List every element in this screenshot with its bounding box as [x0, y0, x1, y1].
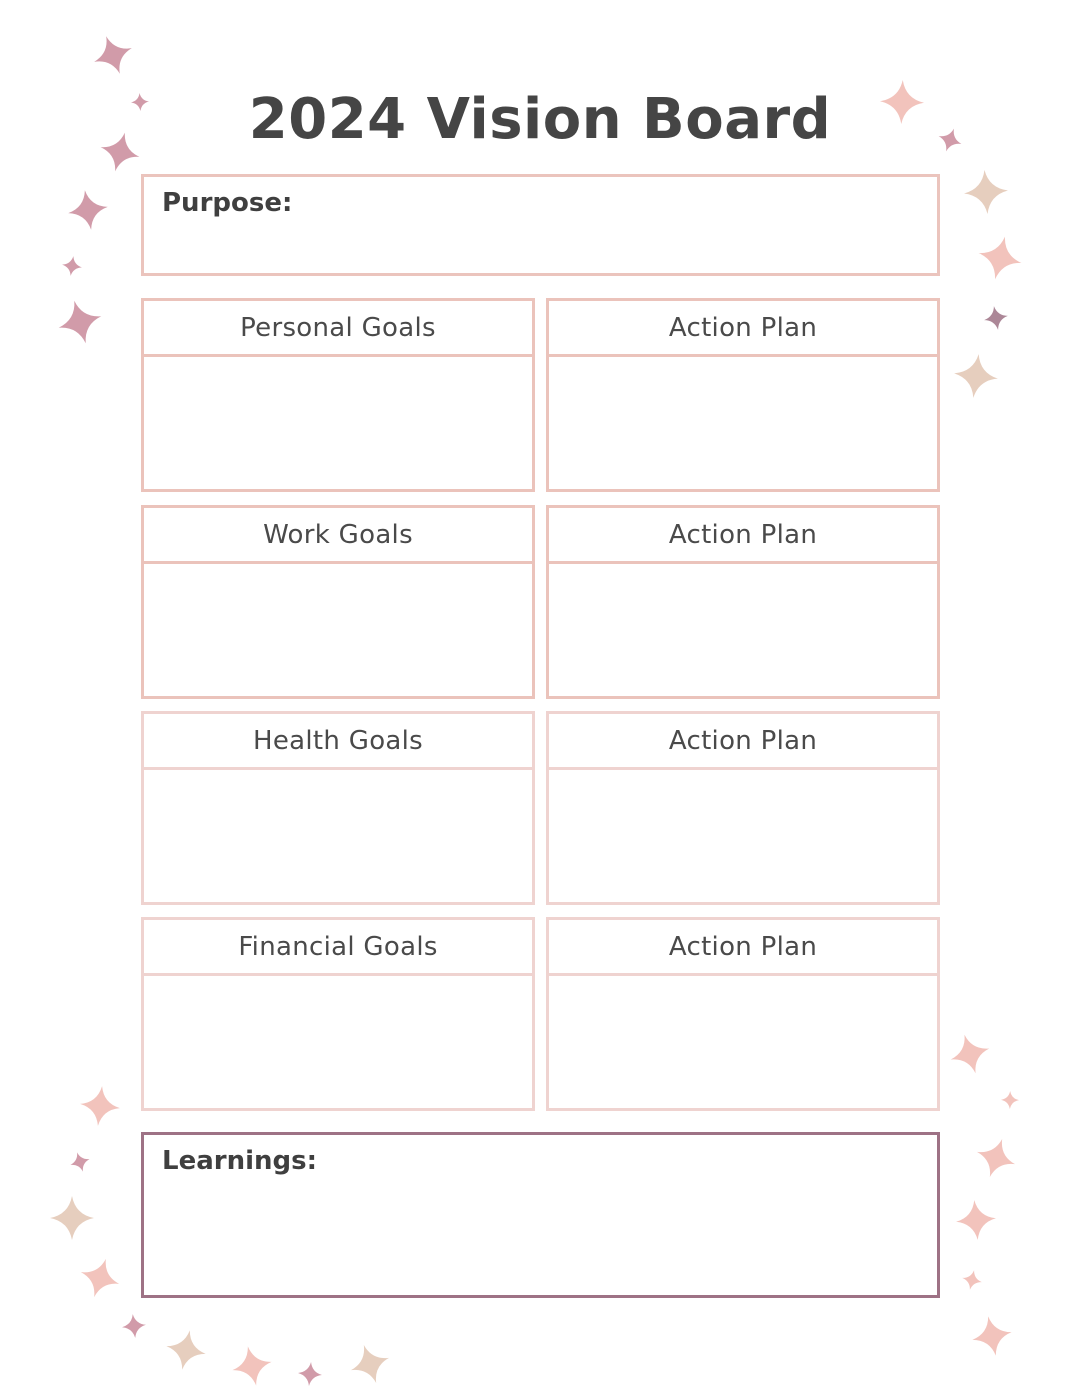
learnings-box[interactable]: [141, 1132, 940, 1298]
sparkle-icon: [945, 1029, 994, 1078]
sparkle-icon: [969, 1313, 1016, 1360]
sparkle-icon: [297, 1361, 323, 1387]
personal-action-plan-panel[interactable]: [546, 298, 940, 492]
work-action-plan-panel[interactable]: [546, 505, 940, 699]
health-goals-header: Health Goals: [144, 714, 532, 770]
financial-action-plan-header: Action Plan: [549, 920, 937, 976]
sparkle-icon: [65, 187, 111, 233]
sparkle-icon: [78, 1084, 122, 1128]
sparkle-icon: [228, 1342, 275, 1389]
sparkle-icon: [87, 29, 138, 80]
health-goals-area[interactable]: [144, 770, 532, 902]
financial-goals-panel[interactable]: [141, 917, 535, 1111]
personal-goals-panel[interactable]: [141, 298, 535, 492]
sparkle-icon: [121, 1313, 147, 1339]
financial-goals-area[interactable]: [144, 976, 532, 1108]
learnings-label: Learnings:: [162, 1146, 317, 1176]
personal-action-plan-header: Action Plan: [549, 301, 937, 357]
personal-goals-area[interactable]: [144, 357, 532, 489]
sparkle-icon: [1001, 1091, 1019, 1109]
purpose-box[interactable]: [141, 174, 940, 276]
financial-action-plan-area[interactable]: [549, 976, 937, 1108]
sparkle-icon: [951, 351, 1000, 400]
page-title: 2024 Vision Board: [248, 87, 832, 152]
health-action-plan-panel[interactable]: [546, 711, 940, 905]
sparkle-icon: [163, 1327, 210, 1374]
financial-goals-header: Financial Goals: [144, 920, 532, 976]
personal-action-plan-area[interactable]: [549, 357, 937, 489]
sparkle-icon: [954, 1198, 997, 1241]
work-goals-area[interactable]: [144, 564, 532, 696]
work-goals-header: Work Goals: [144, 508, 532, 564]
work-action-plan-header: Action Plan: [549, 508, 937, 564]
personal-goals-header: Personal Goals: [144, 301, 532, 357]
sparkle-icon: [75, 1253, 125, 1303]
work-action-plan-area[interactable]: [549, 564, 937, 696]
health-action-plan-header: Action Plan: [549, 714, 937, 770]
sparkle-icon: [53, 295, 107, 349]
health-action-plan-area[interactable]: [549, 770, 937, 902]
sparkle-icon: [50, 1196, 94, 1240]
sparkle-icon: [974, 232, 1027, 285]
sparkle-icon: [960, 1268, 984, 1292]
sparkle-icon: [61, 255, 84, 278]
sparkle-icon: [68, 1150, 93, 1175]
sparkle-icon: [963, 169, 1010, 216]
sparkle-icon: [971, 1133, 1021, 1183]
health-goals-panel[interactable]: [141, 711, 535, 905]
financial-action-plan-panel[interactable]: [546, 917, 940, 1111]
work-goals-panel[interactable]: [141, 505, 535, 699]
sparkle-icon: [345, 1339, 395, 1389]
purpose-label: Purpose:: [162, 188, 293, 218]
sparkle-icon: [982, 304, 1010, 332]
